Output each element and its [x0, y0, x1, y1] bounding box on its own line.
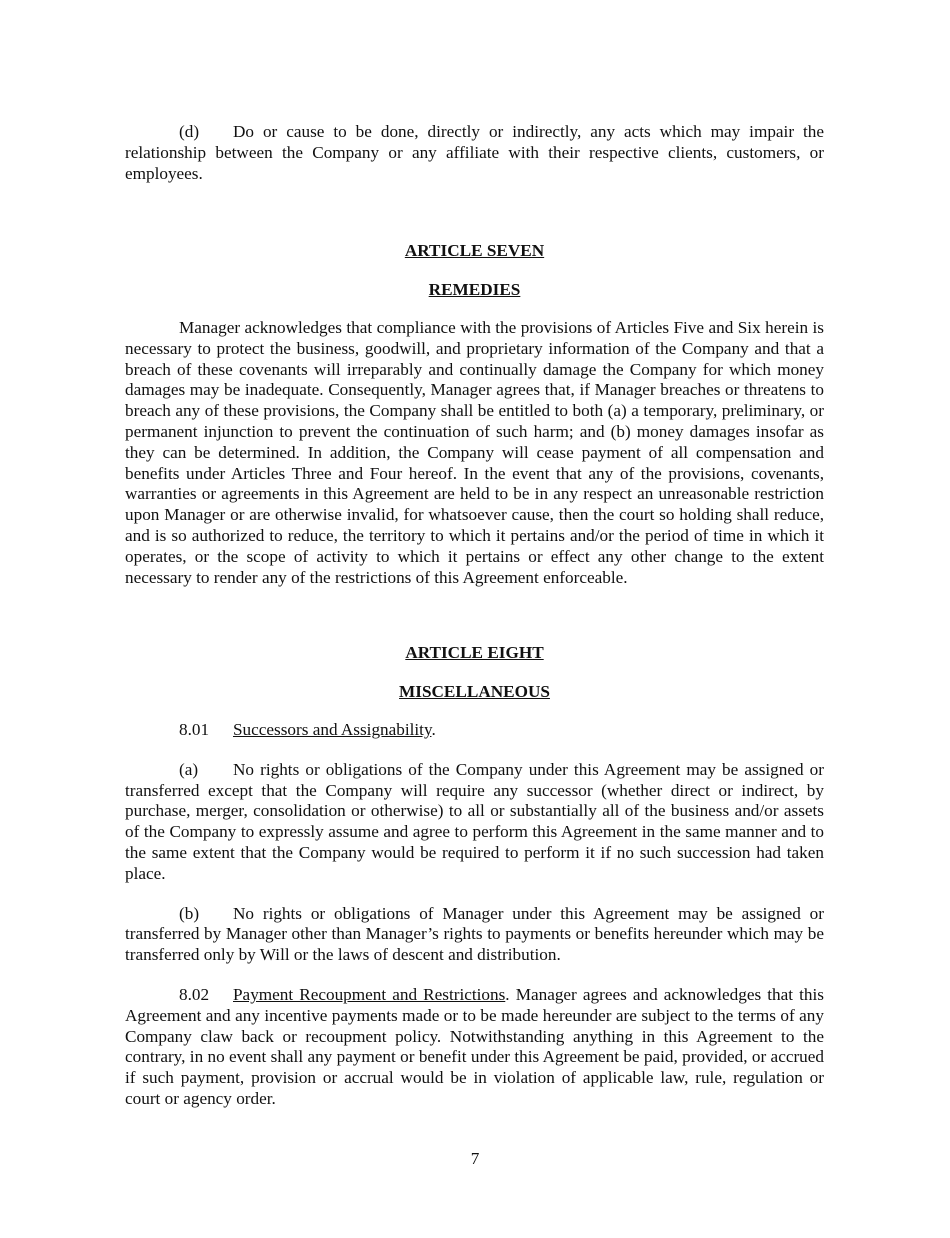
section-801-heading	[125, 720, 824, 741]
article-eight-title: ARTICLE EIGHT	[405, 643, 544, 663]
document-page	[125, 122, 824, 1110]
article-seven-subtitle: REMEDIES	[428, 280, 521, 300]
remedies-paragraph: Manager acknowledges that compliance with the provisions of Articles Five and Six herein is necessary to protect the business, goodwill, and proprietary information of the Company and that a breach of these covenants will irreparably and continually damage the Company for which money damages may be inadequate. Consequently, Manager agrees that, if Manager breaches or threatens to breach any of these provisions, the Company shall be entitled to both (a) a temporary, preliminary, or permanent injunction to prevent the continuation of such harm; and (b) money damages insofar as they can be determined. In addition, the Company will cease payment of all compensation and benefits under Articles Three and Four hereof. In the event that any of the provisions, covenants, warranties or agreements in this Agreement are held to be in any respect an unreasonable restriction upon Manager or are otherwise invalid, for whatsoever cause, then the court so holding shall reduce, and is so authorized to reduce, the territory to which it pertains and/or the period of time in which it operates, or the scope of activity to which it pertains or effect any other change to the extent necessary to render any of the restrictions of this Agreement enforceable.	[125, 317, 824, 587]
section-801-number: 8.01	[179, 719, 210, 739]
article-seven-title: ARTICLE SEVEN	[404, 241, 545, 261]
clause-a-text: No rights or obligations of the Company under this Agreement may be assigned or transferred except that the Company will require any successor (whether direct or indirect, by purchase, merger, consolidation or otherwise) to all or substantially all of the business and/or assets of the Company to expressly assume and agree to perform this Agreement in the same manner and to the same extent that the Company would be required to perform it if no such succession had taken place.	[125, 759, 824, 883]
clause-d-label: (d)	[179, 122, 200, 141]
section-801-clause-a	[125, 760, 824, 885]
clause-a-label: (a)	[179, 759, 199, 779]
clause-b-text: No rights or obligations of Manager under this Agreement may be assigned or transferred by Manager other than Manager’s rights to payments or benefits hereunder which may be transferred only by Will or the laws of descent and distribution.	[125, 903, 824, 965]
clause-b-label: (b)	[179, 903, 200, 923]
section-802-paragraph	[125, 985, 824, 1110]
section-802-text: . Manager agrees and acknowledges that this Agreement and any incentive payments made or to be made hereunder are subject to the terms of any Company claw back or recoupment policy. Notwithstanding anything in this Agreement to the contrary, in no event shall any payment or benefit under this Agreement be paid, provided, or accrued if such payment, provision or accrual would be in violation of applicable law, rule, regulation or court or agency order.	[125, 984, 824, 1108]
article-eight-subtitle: MISCELLANEOUS	[399, 682, 550, 702]
section-801-title: Successors and Assignability	[233, 719, 432, 739]
clause-d-text: Do or cause to be done, directly or indirectly, any acts which may impair the relationship between the Company or any affiliate with their respective clients, customers, or employees.	[125, 122, 824, 183]
clause-d-paragraph	[125, 122, 824, 184]
page-number: 7	[470, 1149, 480, 1168]
section-801-title-suffix: .	[431, 719, 436, 739]
section-802-number: 8.02	[179, 984, 210, 1004]
section-801-clause-b	[125, 904, 824, 966]
section-802-title: Payment Recoupment and Restrictions	[233, 984, 506, 1004]
